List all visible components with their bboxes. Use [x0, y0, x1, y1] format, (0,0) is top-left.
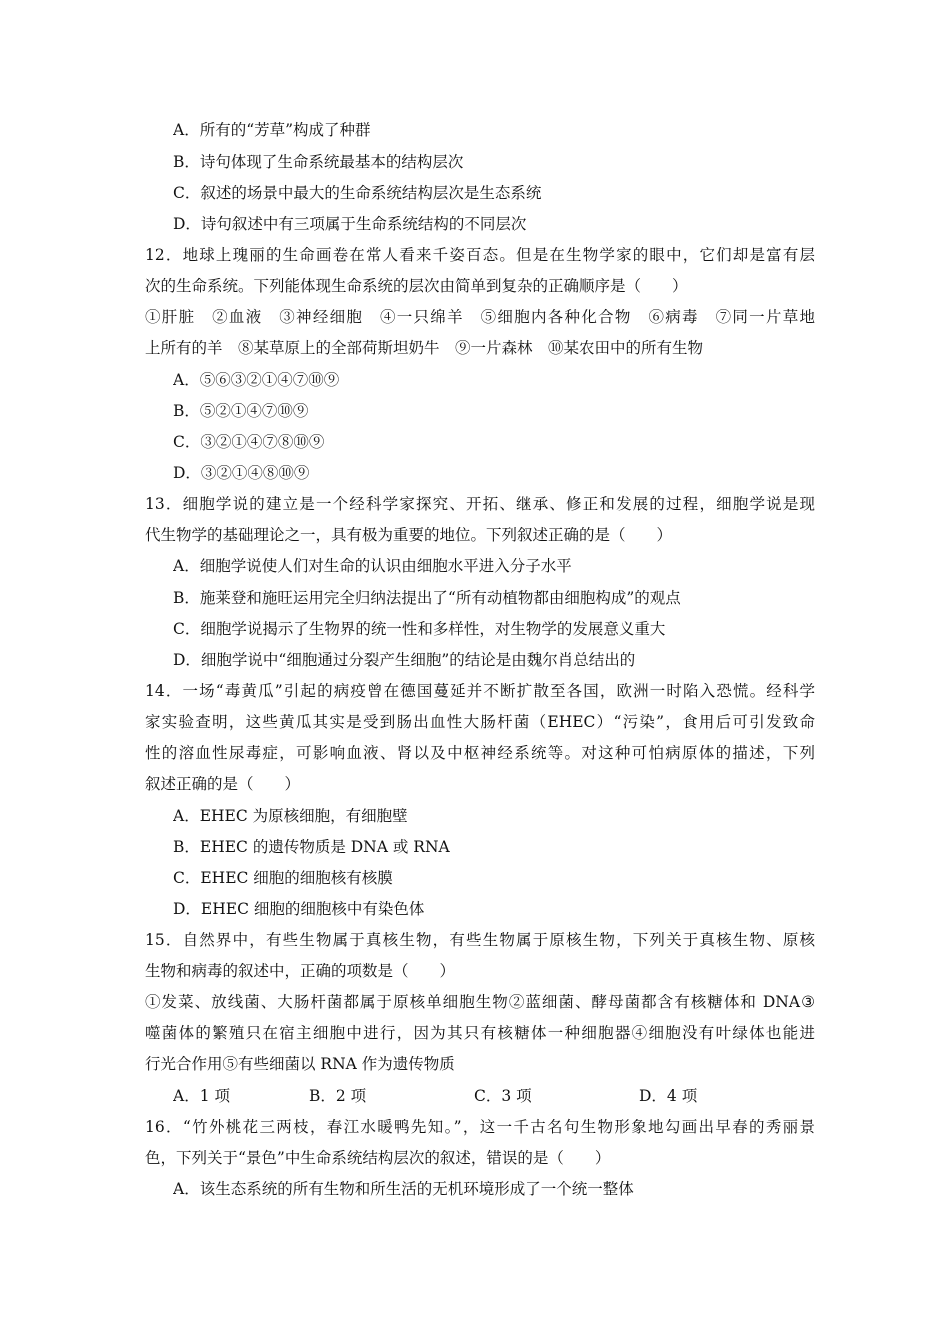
q13-option-c: C．细胞学说揭示了生物界的统一性和多样性，对生物学的发展意义重大 — [173, 620, 666, 638]
q12-stem-line-4: 上所有的羊 ⑧某草原上的全部荷斯坦奶牛 ⑨一片森林 ⑩某农田中的所有生物 — [145, 339, 704, 357]
q16-stem-line-2: 色，下列关于“景色”中生命系统结构层次的叙述，错误的是（ ） — [145, 1149, 611, 1167]
q12-stem-line-1: 12．地球上瑰丽的生命画卷在常人看来千姿百态。但是在生物学家的眼中，它们却是富有层 — [145, 246, 815, 264]
q13-option-d: D．细胞学说中“细胞通过分裂产生细胞”的结论是由魏尔肖总结出的 — [173, 651, 636, 669]
q15-stem-line-4: 噬菌体的繁殖只在宿主细胞中进行，因为其只有核糖体一种细胞器④细胞没有叶绿体也能进 — [145, 1024, 815, 1042]
q13-stem-line-1: 13．细胞学说的建立是一个经科学家探究、开拓、继承、修正和发展的过程，细胞学说是现 — [145, 495, 815, 513]
q15-stem-line-3: ①发菜、放线菌、大肠杆菌都属于原核单细胞生物②蓝细菌、酵母菌都含有核糖体和 DNA③ — [145, 993, 815, 1011]
q12-option-b: B．⑤②①④⑦⑩⑨ — [173, 402, 309, 420]
q14-option-c: C．EHEC 细胞的细胞核有核膜 — [173, 869, 393, 887]
q12-stem-line-2: 次的生命系统。下列能体现生命系统的层次由简单到复杂的正确顺序是（ ） — [145, 277, 688, 295]
q15-stem-line-2: 生物和病毒的叙述中，正确的项数是（ ） — [145, 962, 456, 980]
q11-option-a: A．所有的“芳草”构成了种群 — [173, 121, 371, 139]
q14-stem-line-2: 家实验查明，这些黄瓜其实是受到肠出血性大肠杆菌（EHEC）“污染”，食用后可引发致命 — [145, 713, 815, 731]
q12-option-a: A．⑤⑥③②①④⑦⑩⑨ — [173, 371, 340, 389]
q13-option-b: B．施莱登和施旺运用完全归纳法提出了“所有动植物都由细胞构成”的观点 — [173, 589, 681, 607]
q11-option-d: D．诗句叙述中有三项属于生命系统结构的不同层次 — [173, 215, 527, 233]
q16-option-a: A．该生态系统的所有生物和所生活的无机环境形成了一个统一整体 — [173, 1180, 634, 1198]
q15-stem-line-5: 行光合作用⑤有些细菌以 RNA 作为遗传物质 — [145, 1055, 455, 1073]
q14-stem-line-3: 性的溶血性尿毒症，可影响血液、肾以及中枢神经系统等。对这种可怕病原体的描述，下列 — [145, 744, 815, 762]
q12-option-c: C．③②①④⑦⑧⑩⑨ — [173, 433, 325, 451]
q14-option-d: D．EHEC 细胞的细胞核中有染色体 — [173, 900, 425, 918]
q15-option-b: B．2 项 — [309, 1087, 367, 1105]
q15-option-c: C．3 项 — [474, 1087, 532, 1105]
q14-option-a: A．EHEC 为原核细胞，有细胞壁 — [173, 807, 408, 825]
q15-option-d: D．4 项 — [639, 1087, 698, 1105]
q14-option-b: B．EHEC 的遗传物质是 DNA 或 RNA — [173, 838, 450, 856]
q13-option-a: A．细胞学说使人们对生命的认识由细胞水平进入分子水平 — [173, 557, 572, 575]
q13-stem-line-2: 代生物学的基础理论之一，具有极为重要的地位。下列叙述正确的是（ ） — [145, 526, 673, 544]
q15-option-a: A．1 项 — [173, 1087, 230, 1105]
q11-option-b: B．诗句体现了生命系统最基本的结构层次 — [173, 153, 464, 171]
q14-stem-line-4: 叙述正确的是（ ） — [145, 775, 301, 793]
q16-stem-line-1: 16．“竹外桃花三两枝，春江水暖鸭先知。”，这一千古名句生物形象地勾画出早春的秀丽景 — [145, 1118, 815, 1136]
q12-stem-line-3: ①肝脏 ②血液 ③神经细胞 ④一只绵羊 ⑤细胞内各种化合物 ⑥病毒 ⑦同一片草地 — [145, 308, 815, 326]
q14-stem-line-1: 14．一场“毒黄瓜”引起的病疫曾在德国蔓延并不断扩散至各国，欧洲一时陷入恐慌。经科学 — [145, 682, 815, 700]
q15-stem-line-1: 15．自然界中，有些生物属于真核生物，有些生物属于原核生物，下列关于真核生物、原核 — [145, 931, 815, 949]
q11-option-c: C．叙述的场景中最大的生命系统结构层次是生态系统 — [173, 184, 542, 202]
q12-option-d: D．③②①④⑧⑩⑨ — [173, 464, 310, 482]
q15-options-row — [173, 1086, 815, 1106]
